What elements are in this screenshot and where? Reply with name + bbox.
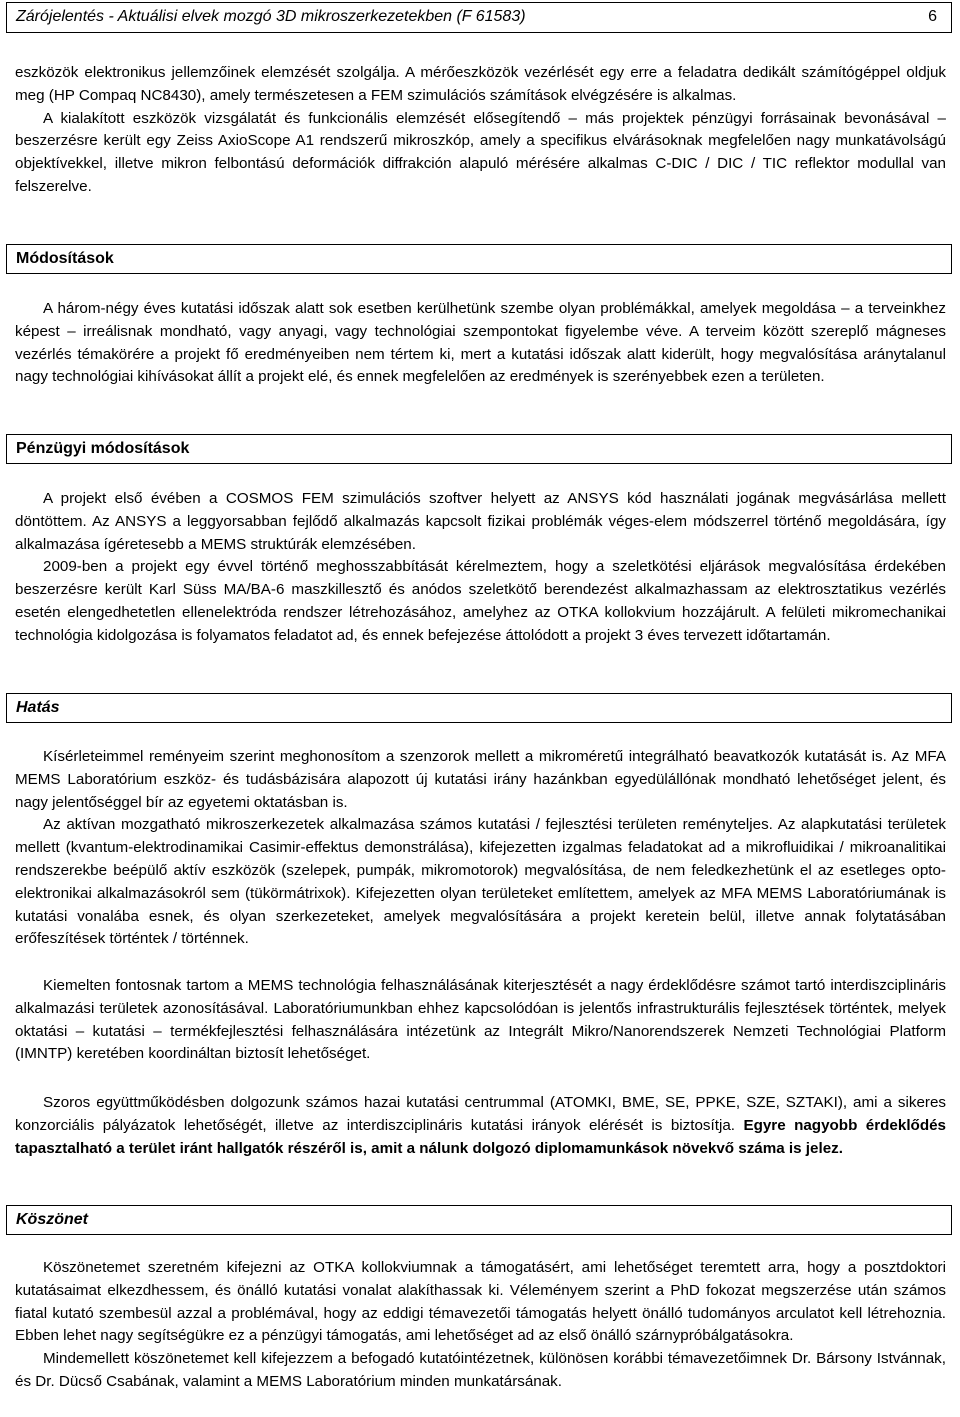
koszonet-paragraph-1: Köszönetemet szeretném kifejezni az OTKA kollokviumnak a támogatásért, ami lehetőséget teremtett arra, hogy a posztdoktori kutatásaimat elkezdhessem, és önálló kutatási vonalat alakíthassak ki. Véleményem szerint a PhD fokozat megszerzése után számos fiatal kutató szembesül azzal a problémával, hogy az eddigi témavezetői támogatás helyett önálló tudományos arculatot kell létrehoznia. Ebben lehet nagy segítségükre ez a pénzügyi támogatás, ami lehetőséget ad az első önálló szárnypróbálgatásokra. [15,1259,946,1345]
heading-hatas-text: Hatás [16,699,60,716]
page-header [6,2,952,33]
koszonet-section [15,1257,946,1394]
heading-modositasok-text: Módosítások [16,250,114,267]
hatas-paragraph-3: Kiemelten fontosnak tartom a MEMS technológia felhasználásának kiterjesztését a nagy érdeklődésre számot tartó interdiszciplináris alkalmazási területek azonosításával. Laboratóriumunkban ehhez kapcsolódóan is jelentős infrastrukturális fejlesztések történtek, melyek oktatási – kutatási – termékfejlesztési felhasználására intézetünk az Integrált Mikro/Nanorendszerek Nemzeti Technológiai Platform (IMNTP) keretében koordináltan biztosít lehetőséget. [15,977,946,1063]
modositasok-section [15,298,946,389]
penzugyi-paragraph-1: A projekt első évében a COSMOS FEM szimulációs szoftver helyett az ANSYS kód használati jogának megvásárlása mellett döntöttem. Az ANSYS a leggyorsabban fejlődő alkalmazás kapcsolt fizikai problémák véges-elem módszerrel történő megoldására, így alkalmazása ígéretesebb a MEMS struktúrák elemzésében. [15,490,946,553]
heading-modositasok [6,244,952,274]
hatas-paragraph-4-bold: Egyre nagyobb érdeklődés tapasztalható a terület iránt hallgatók részéről is, amit a nálunk dolgozó diplomamunkások növekvő száma is jelez. [15,1116,946,1157]
penzugyi-paragraph-2: 2009-ben a projekt egy évvel történő meghosszabbítását kérelmeztem, hogy a szeletkötési eljárások megvalósítása érdekében beszerzésre került Karl Süss MA/BA-6 maszkillesztő és anódos szeletkötő berendezést alkalmazhassam az elektrosztatikus vezérlés esetén elengedhetetlen ellenelektróda rendszer létrehozásához, amelyhez az OTKA kollokvium hozzájárult. A felületi mikromechanikai technológia kidolgozása is folyamatos feladatot ad, és ennek befejezése áttolódott a projekt 3 éves tervezett időtartamán. [15,558,946,644]
hatas-paragraph-4 [15,1092,946,1160]
heading-penzugyi [6,434,952,464]
page-number: 6 [928,8,937,25]
header-title: Zárójelentés - Aktuálisi elvek mozgó 3D mikroszerkezetekben (F 61583) [16,8,526,25]
heading-koszonet-text: Köszönet [16,1211,88,1228]
intro-paragraph-2: A kialakított eszközök vizsgálatát és funkcionális elemzését elősegítendő – más projektek pénzügyi forrásainak bevonásával – beszerzésre került egy Zeiss AxioScope A1 rendszerű mikroszkóp, amely a specifikus elvárásoknak megfelelően nagy munkatávolságú objektívekkel, illetve mikron felbontású deformációk diffrakción alapuló mérésére alkalmas C-DIC / DIC / TIC reflektor modullal van felszerelve. [15,109,946,195]
modositasok-paragraph-1: A három-négy éves kutatási időszak alatt sok esetben kerülhetünk szembe olyan problémákkal, amelyek megoldása – a terveinkhez képest – irreálisnak mondható, vagy anyagi, vagy technológiai szempontokat figyelembe véve. A terveim között szereplő mágneses vezérlés témakörére a projekt fő eredményeiben nem tértem ki, mert a kutatási időszak alatt kiderült, hogy megvalósítása aránytalanul nagy technológiai kihívásokat állít a projekt elé, és ennek megfelelően az eredmények is szerényebbek ezen a területen. [15,300,946,386]
intro-section [15,62,946,199]
hatas-paragraph-1: Kísérleteimmel reményeim szerint meghonosítom a szenzorok mellett a mikroméretű integrálható beavatkozók kutatását is. Az MFA MEMS Laboratórium eszköz- és tudásbázisára alapozott új kutatási irány hazánkban egyedülállónak mondható lehetőséget jelent, és nagy jelentőséggel bír az egyetemi oktatásban is. [15,748,946,811]
koszonet-paragraph-2: Mindemellett köszönetemet kell kifejezzem a befogadó kutatóintézetnek, különösen korábbi témavezetőimnek Dr. Bársony Istvánnak, és Dr. Dücső Csabának, valamint a MEMS Laboratórium minden munkatársának. [15,1350,946,1390]
hatas-paragraph-2: Az aktívan mozgatható mikroszerkezetek alkalmazása számos kutatási / fejlesztési területen reményteljes. Az alapkutatási területek mellett (kvantum-elektrodinamikai Casimir-effektus demonstrálása), kifejezetten izgalmas feladatokat ad a mikrofluidikai / mikroanalitikai rendszerekbe beépülő aktív eszközök (szelepek, pumpák, mikromotorok) megvalósítása, de nem feledkezhetünk el az esetleges opto-elektronikai alkalmazásokról sem (tükörmátrixok). Kifejezetten olyan területeket említettem, amelyek az MFA MEMS Laboratóriumának is kutatási vonalába esnek, és olyan szerkezeteket, amelyek megvalósítására a projekt keretein belül, illetve annak folytatásában erőfeszítések történtek / történnek. [15,816,946,948]
hatas-section-3 [15,1092,946,1160]
intro-paragraph-1: eszközök elektronikus jellemzőinek elemzését szolgálja. A mérőeszközök vezérlését egy erre a feladatra dedikált számítógéppel oldjuk meg (HP Compaq NC8430), amely természetesen a FEM szimulációs számítások elvégzésére is alkalmas. [15,64,946,104]
heading-hatas [6,693,952,723]
hatas-section-2 [15,975,946,1066]
heading-penzugyi-text: Pénzügyi módosítások [16,440,190,457]
penzugyi-section [15,488,946,648]
hatas-paragraph-4-text: Szoros együttműködésben dolgozunk számos hazai kutatási centrummal (ATOMKI, BME, SE, PPKE, SZE, SZTAKI), ami a sikeres konzorciális pályázatok lehetőségét, illetve az interdiszciplináris kutatási irányok elérését is biztosítja. [15,1094,946,1134]
hatas-section [15,746,946,951]
heading-koszonet [6,1205,952,1235]
